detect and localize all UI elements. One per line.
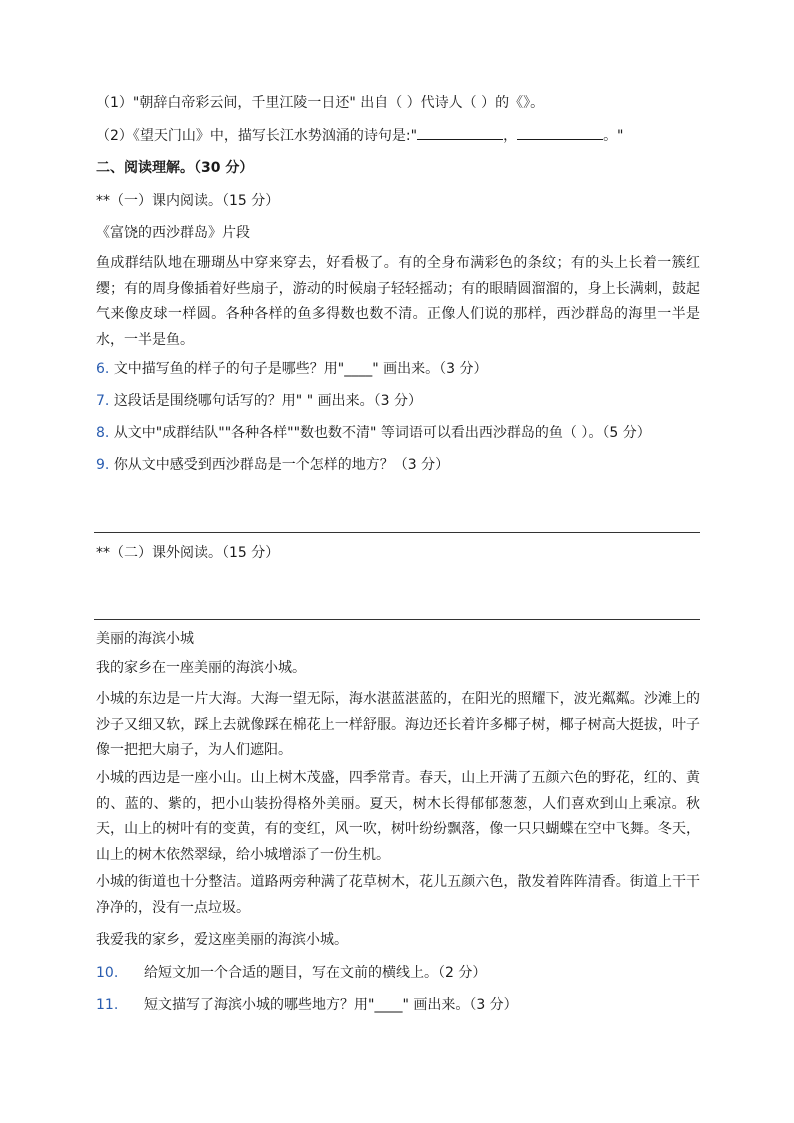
question-text: 短文描写了海滨小城的哪些地方？用"____" 画出来。（3 分） [144, 997, 518, 1013]
section-heading: 二、阅读理解。（30 分） [96, 160, 254, 176]
question-2-separator: ， [503, 128, 518, 144]
answer-blank[interactable] [417, 125, 503, 140]
question-text: 给短文加一个合适的题目，写在文前的横线上。（2 分） [144, 965, 487, 981]
question-text: 你从文中感受到西沙群岛是一个怎样的地方？（3 分） [113, 457, 450, 473]
question-number: 10. [96, 965, 119, 981]
question-2 [96, 125, 624, 145]
passage-title: 《富饶的西沙群岛》片段 [96, 225, 250, 241]
passage2-title: 美丽的海滨小城 [96, 631, 194, 647]
question-1: （1）"朝辞白帝彩云间，千里江陵一日还" 出自（ ）代诗人（ ）的《》。 [96, 95, 545, 111]
answer-blank[interactable] [517, 125, 603, 140]
question-11 [96, 994, 518, 1014]
question-9 [96, 454, 449, 474]
question-text: 文中描写鱼的样子的句子是哪些？用"____" 画出来。（3 分） [113, 361, 488, 377]
passage2-paragraph: 小城的街道也十分整洁。道路两旁种满了花草树木，花儿五颜六色，散发着阵阵清香。街道上干干净净的，没有一点垃圾。 [96, 874, 700, 916]
question-text: 从文中"成群结队""各种各样""数也数不清" 等词语可以看出西沙群岛的鱼（ ）。（5 分） [113, 425, 651, 441]
question-number: 6. [96, 361, 110, 377]
question-10 [96, 962, 486, 982]
question-number: 8. [96, 425, 110, 441]
question-number: 7. [96, 393, 110, 409]
passage2-paragraph: 小城的东边是一片大海。大海一望无际，海水湛蓝湛蓝的，在阳光的照耀下，波光粼粼。沙滩上的沙子又细又软，踩上去就像踩在棉花上一样舒服。海边还长着许多椰子树，椰子树高大挺拔，叶子像一把把大扇子，为人们遮阳。 [96, 691, 700, 758]
title-answer-line[interactable] [94, 619, 700, 620]
passage-text: 鱼成群结队地在珊瑚丛中穿来穿去，好看极了。有的全身布满彩色的条纹；有的头上长着一簇红缨；有的周身像插着好些扇子，游动的时候扇子轻轻摇动；有的眼睛圆溜溜的，身上长满刺，鼓起气来像皮球一样圆。各种各样的鱼多得数也数不清。正像人们说的那样，西沙群岛的海里一半是水，一半是鱼。 [96, 255, 700, 348]
question-2-suffix: 。" [603, 128, 624, 144]
part1-heading: **（一）课内阅读。（15 分） [96, 193, 280, 209]
passage2-paragraph: 小城的西边是一座小山。山上树木茂盛，四季常青。春天，山上开满了五颜六色的野花，红的、黄的、蓝的、紫的，把小山装扮得格外美丽。夏天，树木长得郁郁葱葱，人们喜欢到山上乘凉。秋天，山上的树叶有的变黄，有的变红，风一吹，树叶纷纷飘落，像一只只蝴蝶在空中飞舞。冬天，山上的树木依然翠绿，给小城增添了一份生机。 [96, 770, 700, 863]
part2-heading: **（二）课外阅读。（15 分） [96, 545, 280, 561]
question-8 [96, 422, 651, 442]
question-number: 11. [96, 997, 119, 1013]
question-7 [96, 390, 422, 410]
question-text: 这段话是围绕哪句话写的？用" " 画出来。（3 分） [113, 393, 422, 409]
question-2-prefix: （2）《望天门山》中，描写长江水势汹涌的诗句是:" [96, 128, 418, 144]
passage2-paragraph: 我的家乡在一座美丽的海滨小城。 [96, 660, 306, 676]
answer-line[interactable] [94, 532, 700, 533]
question-6 [96, 358, 488, 378]
passage2-paragraph: 我爱我的家乡，爱这座美丽的海滨小城。 [96, 932, 348, 948]
question-number: 9. [96, 457, 110, 473]
